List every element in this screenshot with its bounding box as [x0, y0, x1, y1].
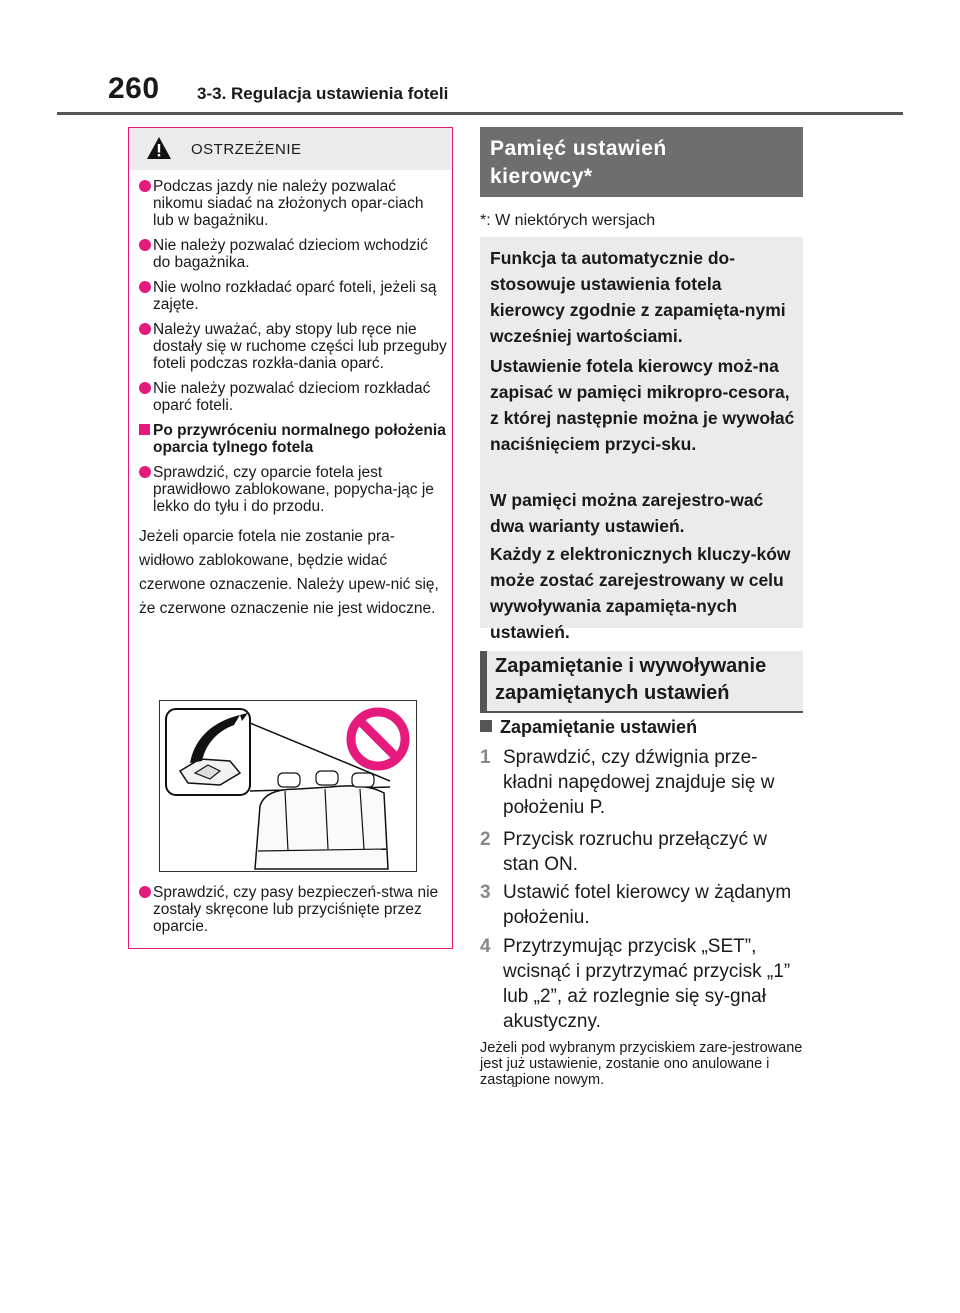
- warning-item: Należy uważać, aby stopy lub ręce nie dostały się w ruchome części lub przeguby foteli podczas rozkła-dania oparć.: [139, 321, 447, 372]
- subheading-line2: zapamiętanych ustawień: [495, 682, 730, 704]
- step-number: 2: [480, 829, 491, 850]
- memory-title-box: [480, 127, 803, 197]
- memory-title-line1: Pamięć ustawień: [490, 137, 667, 160]
- warning-list: [139, 178, 447, 621]
- page-header: [0, 0, 960, 120]
- square-bullet-icon: [139, 424, 150, 435]
- bullet-icon: [139, 382, 151, 394]
- warning-box: [128, 127, 453, 949]
- step-number: 4: [480, 936, 491, 957]
- bullet-icon: [139, 323, 151, 335]
- bullet-icon: [139, 180, 151, 192]
- page-number: 260: [108, 72, 160, 105]
- bullet-icon: [139, 466, 151, 478]
- bullet-icon: [139, 281, 151, 293]
- warning-list-bottom: [139, 884, 447, 943]
- footnote: *: W niektórych wersjach: [480, 212, 656, 229]
- note: Jeżeli pod wybranym przyciskiem zare-jestrowane jest już ustawienie, zostanie ono anulowane i zastąpione nowym.: [480, 1040, 803, 1088]
- step-text: Przycisk rozruchu przełączyć w stan ON.: [503, 829, 767, 875]
- step-item: [480, 745, 805, 820]
- memory-subheading: [480, 651, 803, 713]
- step-item: [480, 880, 805, 930]
- warning-item: Nie należy pozwalać dzieciom rozkładać oparć foteli.: [139, 380, 447, 414]
- warning-title: OSTRZEŻENIE: [191, 141, 302, 158]
- step-number: 3: [480, 882, 491, 903]
- intro-paragraph: Każdy z elektronicznych kluczy-ków może zostać zarejestrowany w celu wywoływania zapamięta-nych ustawień.: [490, 544, 791, 642]
- steps-heading: Zapamiętanie ustawień: [480, 717, 697, 738]
- warning-paragraph: Jeżeli oparcie fotela nie zostanie pra-widłowo zablokowane, będzie widać czerwone oznaczenie. Należy upew-nić się, że czerwone oznaczenie nie jest widoczne.: [139, 528, 439, 617]
- step-text: Ustawić fotel kierowcy w żądanym położeniu.: [503, 882, 792, 928]
- intro-box: [480, 237, 803, 642]
- seat-lock-illustration-icon: [160, 701, 416, 871]
- step-number: 1: [480, 747, 491, 768]
- seat-illustration: [159, 700, 417, 872]
- warning-item: Sprawdzić, czy oparcie fotela jest prawidłowo zablokowane, popycha-jąc je lekko do tyłu i do przodu.: [139, 464, 447, 515]
- warning-header: [129, 128, 452, 170]
- bullet-icon: [139, 886, 151, 898]
- square-bullet-icon: [480, 720, 492, 732]
- subheading-line1: Zapamiętanie i wywoływanie: [495, 655, 767, 677]
- warning-item: Sprawdzić, czy pasy bezpieczeń-stwa nie zostały skręcone lub przyciśnięte przez oparcie.: [139, 884, 447, 935]
- intro-paragraph: Funkcja ta automatycznie do-stosowuje ustawienia fotela kierowcy zgodnie z zapamięta-nymi wcześniej wartościami.: [490, 248, 786, 346]
- step-text: Przytrzymując przycisk „SET”, wcisnąć i przytrzymać przycisk „1” lub „2”, aż rozlegnie się sy-gnał akustyczny.: [503, 936, 791, 1032]
- section-title: 3-3. Regulacja ustawienia foteli: [197, 84, 449, 103]
- step-item: [480, 827, 805, 877]
- memory-title-line2: kierowcy*: [490, 165, 593, 188]
- intro-paragraph: W pamięci można zarejestro-wać dwa warianty ustawień.: [490, 490, 764, 536]
- subheading-accent-bar: [480, 651, 487, 711]
- warning-item: Podczas jazdy nie należy pozwalać nikomu siadać na złożonych opar-ciach lub w bagażniku.: [139, 178, 447, 229]
- warning-triangle-icon: [146, 136, 172, 160]
- warning-item: Nie wolno rozkładać oparć foteli, jeżeli są zajęte.: [139, 279, 447, 313]
- step-item: [480, 934, 805, 1034]
- warning-subheading: Po przywróceniu normalnego położenia oparcia tylnego fotela: [139, 422, 447, 456]
- intro-paragraph: Ustawienie fotela kierowcy moż-na zapisać w pamięci mikropro-cesora, z której następnie można je wywołać naciśnięciem przyci-sku.: [490, 356, 795, 454]
- step-text: Sprawdzić, czy dźwignia prze-kładni napędowej znajduje się w położeniu P.: [503, 747, 775, 818]
- warning-item: Nie należy pozwalać dzieciom wchodzić do bagażnika.: [139, 237, 447, 271]
- bullet-icon: [139, 239, 151, 251]
- header-divider: [57, 112, 903, 115]
